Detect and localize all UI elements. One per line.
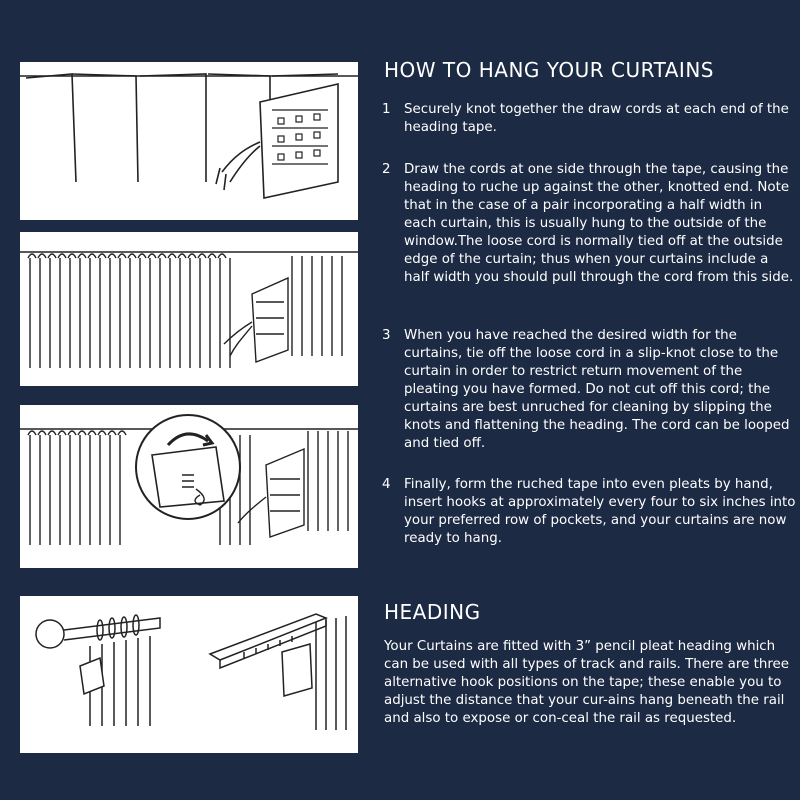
heading-title: HEADING — [384, 600, 481, 624]
heading-description: Your Curtains are fitted with 3” pencil pleat heading which can be used with all types of track and rails. There are three alternative hook positions on the tape; these enable you to adjust the distance that your cur-ains hang beneath the rail and also to expose or con-ceal the rail as requested. — [384, 639, 790, 726]
step-number: 3 — [382, 328, 391, 343]
step-number: 1 — [382, 102, 391, 117]
section-title: HOW TO HANG YOUR CURTAINS — [384, 58, 714, 82]
step-3 — [382, 327, 797, 453]
step-text: Finally, form the ruched tape into even pleats by hand, insert hooks at approximately every four to six inches into your preferred row of pockets, and your curtains are now ready to hang. — [404, 477, 796, 546]
step-text: When you have reached the desired width for the curtains, tie off the loose cord in a slip-knot close to the curtain in order to restrict return movement of the pleating you have formed. Do not cut off this cord; the curtains are best unruched for cleaning by slipping the knots and flattening the heading. The cord can be looped and tied off. — [404, 328, 790, 451]
rail-track-drawing — [20, 596, 358, 753]
ruched-curtain-drawing — [20, 232, 358, 386]
illustration-flat-curtain — [20, 62, 358, 220]
illustration-ruched-curtain — [20, 232, 358, 386]
step-number: 2 — [382, 162, 391, 177]
illustration-rail-and-track — [20, 596, 358, 753]
step-2 — [382, 161, 797, 287]
step-text: Draw the cords at one side through the tape, causing the heading to ruche up against the other, knotted end. Note that in the case of a pair incorporating a half width in each curtain, this is usually hung to the outside of the window.The loose cord is normally tied off at the outside edge of the curtain; thus when your curtains include a half width you should pull through the cord from this side. — [404, 162, 794, 285]
step-number: 4 — [382, 477, 391, 492]
step-text: Securely knot together the draw cords at each end of the heading tape. — [404, 102, 789, 135]
step-4 — [382, 476, 797, 548]
slip-knot-drawing — [20, 405, 358, 568]
flat-curtain-drawing — [20, 62, 358, 220]
step-1 — [382, 101, 797, 137]
illustration-slip-knot — [20, 405, 358, 568]
